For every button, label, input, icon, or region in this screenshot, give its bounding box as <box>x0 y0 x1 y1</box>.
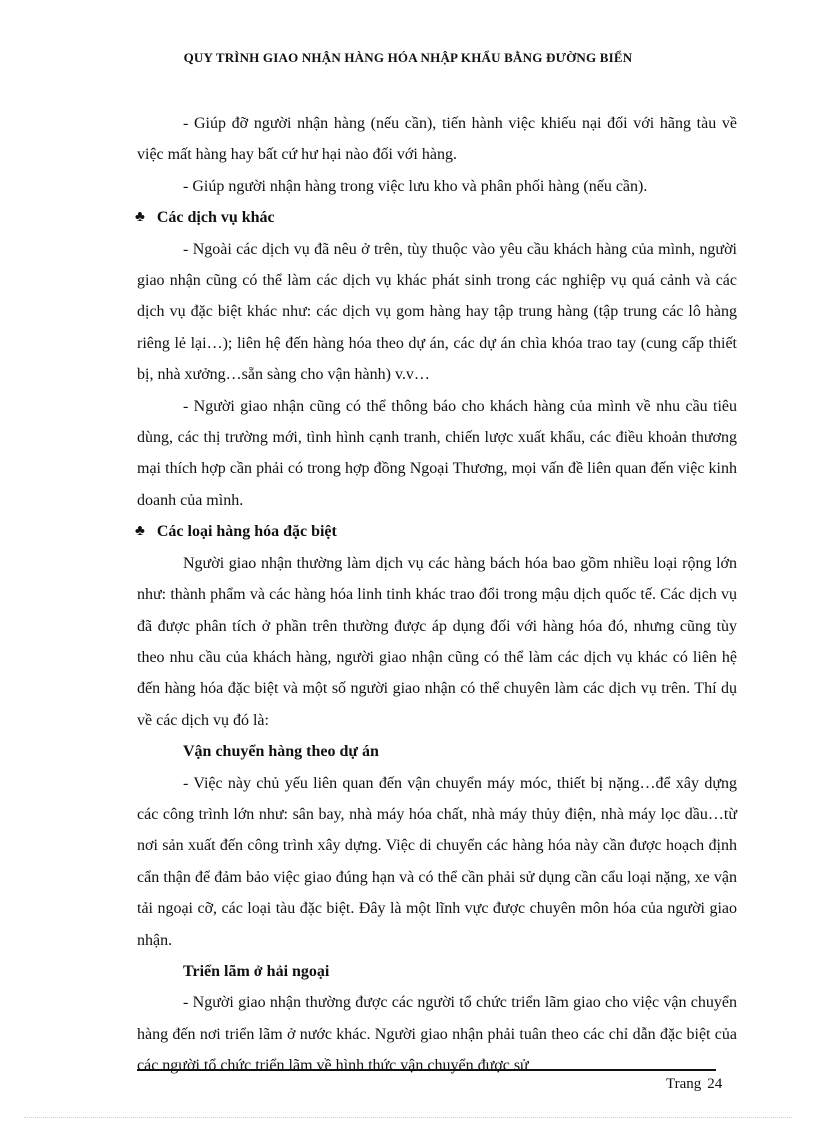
paragraph: - Việc này chủ yếu liên quan đến vận chuyển máy móc, thiết bị nặng…để xây dựng các công trình lớn như: sân bay, nhà máy hóa chất, nhà máy thủy điện, nhà máy lọc dầu…từ nơi sản xuất đến công trình xây dựng. Việc di chuyển các hàng hóa này cần được hoạch định cẩn thận để đảm bảo việc giao đúng hạn và có thể cần phải sử dụng cần cẩu loại nặng, xe vận tải ngoại cỡ, các loại tàu đặc biệt. Đây là một lĩnh vực được chuyên môn hóa của người giao nhận. <box>137 774 737 949</box>
page-label: Trang <box>666 1076 702 1092</box>
paragraph: - Ngoài các dịch vụ đã nêu ở trên, tùy thuộc vào yêu cầu khách hàng của mình, người giao nhận cũng có thể làm các dịch vụ khác phát sinh trong các nghiệp vụ quá cảnh và các dịch vụ đặc biệt khác như: các dịch vụ gom hàng hay tập trung hàng (tập trung các lô hàng riêng lẻ lại…); liên hệ đến hàng hóa theo dự án, các dự án chìa khóa trao tay (cung cấp thiết bị, nhà xưởng…sẵn sàng cho vận hành) v.v… <box>137 240 737 384</box>
paragraph: - Giúp người nhận hàng trong việc lưu kho và phân phối hàng (nếu cần). <box>183 177 648 195</box>
page-number-value: 24 <box>707 1076 723 1092</box>
paragraph: - Giúp đỡ người nhận hàng (nếu cần), tiến hành việc khiếu nại đối với hãng tàu về việc mất hàng hay bất cứ hư hại nào đối với hàng. <box>137 115 737 164</box>
paragraph: - Người giao nhận cũng có thể thông báo cho khách hàng của mình về nhu cầu tiêu dùng, các thị trường mới, tình hình cạnh tranh, chiến lược xuất khẩu, các điều khoản thương mại thích hợp cần phải có trong hợp đồng Ngoại Thương, mọi vấn đề liên quan đến việc kinh doanh của mình. <box>137 397 737 509</box>
club-suit-icon: ♣ <box>135 209 145 226</box>
club-suit-icon: ♣ <box>135 523 145 540</box>
subsection-heading: Triển lãm ở hải ngoại <box>183 962 330 980</box>
section-heading-text: Các dịch vụ khác <box>156 209 275 227</box>
section-heading <box>137 516 737 547</box>
page-header-title: QUY TRÌNH GIAO NHẬN HÀNG HÓA NHẬP KHẨU BẰNG ĐƯỜNG BIỂN <box>183 50 633 65</box>
paragraph: Người giao nhận thường làm dịch vụ các hàng bách hóa bao gồm nhiều loại rộng lớn như: thành phẩm và các hàng hóa linh tinh khác trao đổi trong mậu dịch quốc tế. Các dịch vụ đã được phân tích ở phần trên thường được áp dụng đối với hàng hóa đó, nhưng cũng tùy theo nhu cầu của khách hàng, người giao nhận cũng có thể làm các dịch vụ khác có liên hệ đến hàng hóa đặc biệt và một số người giao nhận có thể chuyên làm các dịch vụ trên. Thí dụ về các dịch vụ đó là: <box>137 554 737 729</box>
paragraph: - Người giao nhận thường được các người tổ chức triển lãm giao cho việc vận chuyển hàng đến nơi triển lãm ở nước khác. Người giao nhận phải tuân theo các chỉ dẫn đặc biệt của các người tổ chức triển lãm về hình thức vận chuyển được sử <box>137 994 737 1075</box>
page-number <box>666 1076 722 1093</box>
section-heading <box>137 202 737 233</box>
document-body <box>137 108 737 1082</box>
subsection-heading: Vận chuyển hàng theo dự án <box>183 743 379 761</box>
footer-divider <box>137 1069 716 1071</box>
page-bottom-edge <box>24 1117 792 1118</box>
section-heading-text: Các loại hàng hóa đặc biệt <box>156 523 337 541</box>
